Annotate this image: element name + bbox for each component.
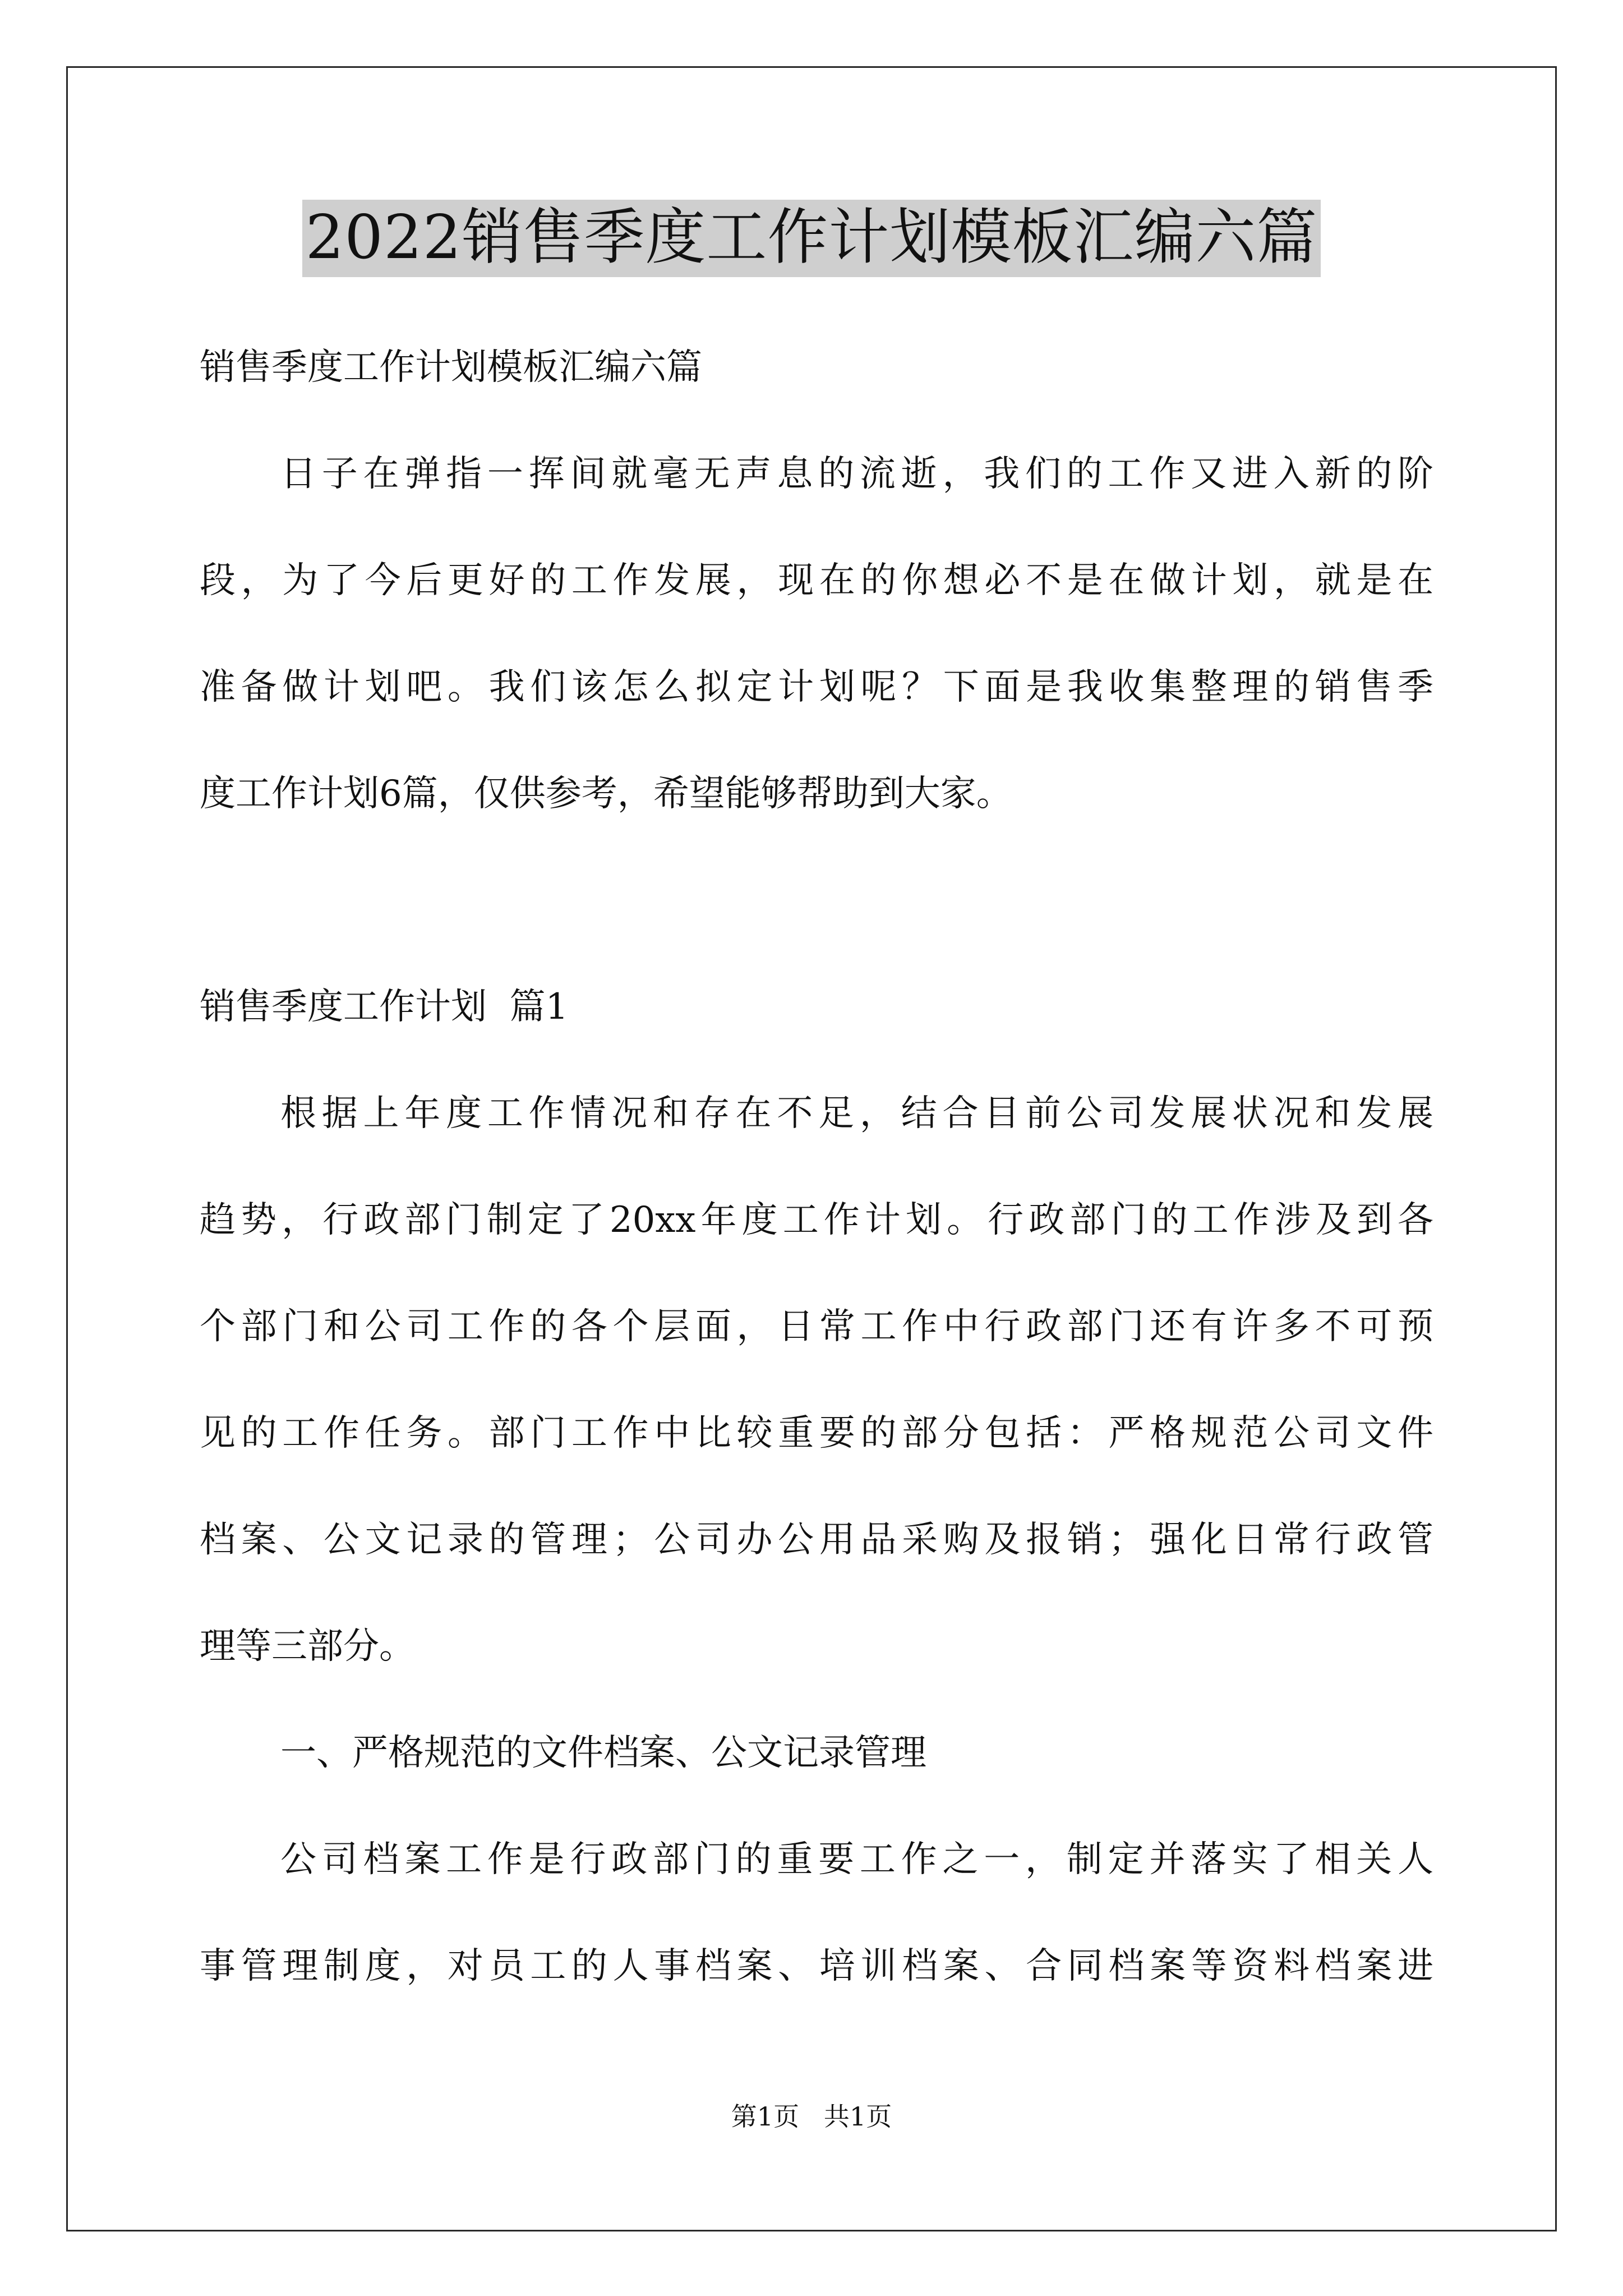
section-line-1: 根据上年度工作情况和存在不足，结合目前公司发展状况和发展 bbox=[280, 1093, 1433, 1134]
section-line-4: 见的工作任务。部门工作中比较重要的部分包括：严格规范公司文件 bbox=[200, 1412, 1433, 1454]
item-line-2: 事管理制度，对员工的人事档案、培训档案、合同档案等资料档案进 bbox=[200, 1945, 1433, 1987]
section-line-3: 个部门和公司工作的各个层面，日常工作中行政部门还有许多不可预 bbox=[200, 1306, 1433, 1347]
paragraph-gap bbox=[200, 847, 1433, 954]
document-subtitle: 销售季度工作计划模板汇编六篇 bbox=[200, 347, 702, 388]
item-heading: 一、严格规范的文件档案、公文记录管理 bbox=[280, 1732, 926, 1774]
intro-line-1: 日子在弹指一挥间就毫无声息的流逝，我们的工作又进入新的阶 bbox=[280, 453, 1433, 495]
document-title-text: 2022销售季度工作计划模板汇编六篇 bbox=[302, 200, 1321, 277]
section-line-2: 趋势，行政部门制定了20xx年度工作计划。行政部门的工作涉及到各 bbox=[200, 1199, 1433, 1241]
item-line-1: 公司档案工作是行政部门的重要工作之一，制定并落实了相关人 bbox=[280, 1839, 1433, 1880]
section-heading: 销售季度工作计划 篇1 bbox=[200, 986, 569, 1028]
intro-line-4: 度工作计划6篇，仅供参考，希望能够帮助到大家。 bbox=[200, 773, 1012, 815]
document-title bbox=[0, 200, 1623, 277]
document-body bbox=[200, 314, 1433, 2019]
section-line-5: 档案、公文记录的管理；公司办公用品采购及报销；强化日常行政管 bbox=[200, 1519, 1433, 1561]
page-footer: 第1页 共1页 bbox=[731, 2101, 892, 2132]
intro-line-2: 段，为了今后更好的工作发展，现在的你想必不是在做计划，就是在 bbox=[200, 560, 1433, 601]
intro-line-3: 准备做计划吧。我们该怎么拟定计划呢？下面是我收集整理的销售季 bbox=[200, 666, 1433, 708]
section-line-6: 理等三部分。 bbox=[200, 1626, 415, 1667]
